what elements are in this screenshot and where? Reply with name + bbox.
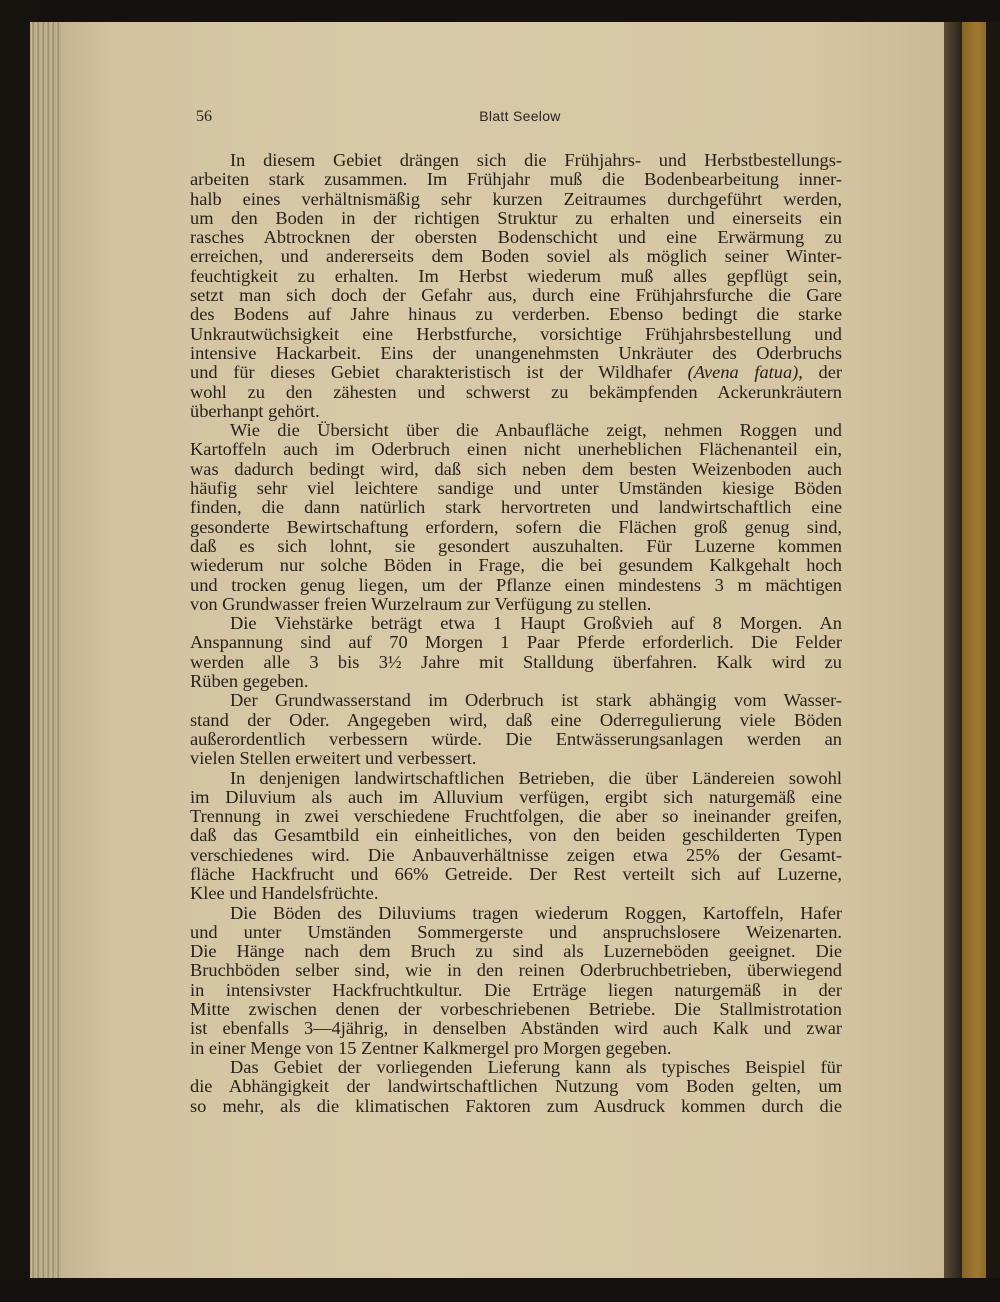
text-line: die Abhängigkeit der landwirtschaftlichen Nutzung vom Boden gelten, um xyxy=(190,1077,842,1097)
text-line: Klee und Handelsfrüchte. xyxy=(190,884,379,904)
text-line: halb eines verhältnismäßig sehr kurzen Zeitraumes durchgeführt werden, xyxy=(190,189,842,209)
text-line: daß es sich lohnt, sie gesondert auszuhalten. Für Luzerne kommen xyxy=(190,536,842,556)
text-line: verschiedenes wird. Die Anbauverhältnisse zeigen etwa 25% der Gesamt- xyxy=(190,845,842,865)
paragraph xyxy=(190,769,842,904)
page-number: 56 xyxy=(196,108,212,125)
scan-border-right xyxy=(986,22,1000,1278)
text-line: und für dieses Gebiet charakteristisch ist der Wildhafer (Avena fatua), der xyxy=(190,363,842,383)
book-cover-edge xyxy=(962,22,1000,1278)
text-line: Die Viehstärke beträgt etwa 1 Haupt Großvieh auf 8 Morgen. An xyxy=(230,614,842,634)
text-line: Die Hänge nach dem Bruch zu sind als Luzerneböden geeignet. Die xyxy=(190,942,842,962)
text-line: wiederum nur solche Böden in Frage, die bei gesundem Kalkgehalt hoch xyxy=(190,556,842,576)
text-line: In diesem Gebiet drängen sich die Frühjahrs- und Herbstbestellungs- xyxy=(230,151,842,170)
text-line: außerordentlich verbessern würde. Die Entwässerungsanlagen werden an xyxy=(190,729,842,749)
paragraph xyxy=(190,904,842,1058)
text-line: in intensivster Hackfruchtkultur. Die Erträge liegen naturgemäß in der xyxy=(190,980,842,1000)
text-line: Anspannung sind auf 70 Morgen 1 Paar Pferde erforderlich. Die Felder xyxy=(190,633,842,653)
text-line: von Grundwasser freien Wurzelraum zur Verfügung zu stellen. xyxy=(190,594,652,614)
text-line: Wie die Übersicht über die Anbaufläche zeigt, nehmen Roggen und xyxy=(230,421,842,441)
text-line: häufig sehr viel leichtere sandige und unter Umständen kiesige Böden xyxy=(190,479,842,499)
text-line: Mitte zwischen denen der vorbeschriebenen Betriebe. Die Stallmistrotation xyxy=(190,1000,842,1020)
body-text xyxy=(190,151,842,1116)
text-line: In denjenigen landwirtschaftlichen Betrieben, die über Ländereien sowohl xyxy=(230,768,842,788)
text-line: um den Boden in der richtigen Struktur zu erhalten und einerseits ein xyxy=(190,208,842,228)
text-line: des Bodens auf Jahre hinaus zu verderben. Ebenso bedingt die starke xyxy=(190,305,842,325)
text-line: finden, die dann natürlich stark hervortreten und landwirtschaftlich eine xyxy=(190,498,842,518)
text-line: Der Grundwasserstand im Oderbruch ist stark abhängig vom Wasser- xyxy=(230,691,842,711)
text-line: werden alle 3 bis 3½ Jahre mit Stalldung überfahren. Kalk wird zu xyxy=(190,652,842,672)
text-line: Rüben gegeben. xyxy=(190,672,309,692)
text-line: Die Böden des Diluviums tragen wiederum Roggen, Kartoffeln, Hafer xyxy=(230,903,842,923)
paragraph xyxy=(190,1058,842,1116)
text-line: intensive Hackarbeit. Eins der unangenehmsten Unkräuter des Oderbruchs xyxy=(190,343,842,363)
text-line: im Diluvium als auch im Alluvium verfügen, ergibt sich naturgemäß eine xyxy=(190,787,842,807)
text-line: wohl zu den zähesten und schwerst zu bekämpfenden Ackerunkräutern xyxy=(190,382,842,402)
scan-border-bottom xyxy=(0,1278,1000,1302)
text-line: daß das Gesamtbild ein einheitliches, von den beiden geschilderten Typen xyxy=(190,826,842,846)
page-header xyxy=(196,108,844,130)
text-line: arbeiten stark zusammen. Im Frühjahr muß die Bodenbearbeitung inner- xyxy=(190,170,842,190)
paragraph xyxy=(190,691,842,768)
text-line: überhanpt gehört. xyxy=(190,401,320,421)
text-line: Das Gebiet der vorliegenden Lieferung kann als typisches Beispiel für xyxy=(230,1057,842,1077)
scan-border-top xyxy=(0,0,1000,22)
text-line: gesonderte Bewirtschaftung erfordern, sofern die Flächen groß genug sind, xyxy=(190,517,842,537)
text-line: Trennung in zwei verschiedene Fruchtfolgen, die aber so ineinander greifen, xyxy=(190,807,842,827)
text-line: stand der Oder. Angegeben wird, daß eine Oderregulierung viele Böden xyxy=(190,710,842,730)
text-line: ist ebenfalls 3—4jährig, in denselben Abständen wird auch Kalk und zwar xyxy=(190,1019,842,1039)
text-line: fläche Hackfrucht und 66% Getreide. Der Rest verteilt sich auf Luzerne, xyxy=(190,864,842,884)
paragraph xyxy=(190,151,842,421)
text-line: Bruchböden selber sind, wie in den reinen Oderbruchbetrieben, überwiegend xyxy=(190,961,842,981)
running-title: Blatt Seelow xyxy=(479,108,561,124)
paragraph xyxy=(190,421,842,614)
text-line: feuchtigkeit zu erhalten. Im Herbst wiederum muß alles gepflügt sein, xyxy=(190,266,842,286)
text-line: vielen Stellen erweitert und verbessert. xyxy=(190,749,477,769)
text-line: was dadurch bedingt wird, daß sich neben dem besten Weizenboden auch xyxy=(190,459,842,479)
text-line: und unter Umständen Sommergerste und anspruchslosere Weizenarten. xyxy=(190,922,842,942)
text-line: so mehr, als die klimatischen Faktoren zum Ausdruck kommen durch die xyxy=(190,1096,842,1116)
text-line: Unkrautwüchsigkeit eine Herbstfurche, vorsichtige Frühjahrsbestellung und xyxy=(190,324,842,344)
text-line: rasches Abtrocknen der obersten Bodenschicht und eine Erwärmung zu xyxy=(190,228,842,248)
text-line: setzt man sich doch der Gefahr aus, durch eine Frühjahrsfurche die Gare xyxy=(190,286,842,306)
text-line: Kartoffeln auch im Oderbruch einen nicht unerheblichen Flächenanteil ein, xyxy=(190,440,842,460)
text-line: in einer Menge von 15 Zentner Kalkmergel pro Morgen gegeben. xyxy=(190,1038,672,1058)
binding-gutter xyxy=(944,22,962,1278)
paragraph xyxy=(190,614,842,691)
text-line: erreichen, und andererseits dem Boden soviel als möglich seiner Winter- xyxy=(190,247,842,267)
text-line: und trocken genug liegen, um der Pflanze einen mindestens 3 m mächtigen xyxy=(190,575,842,595)
